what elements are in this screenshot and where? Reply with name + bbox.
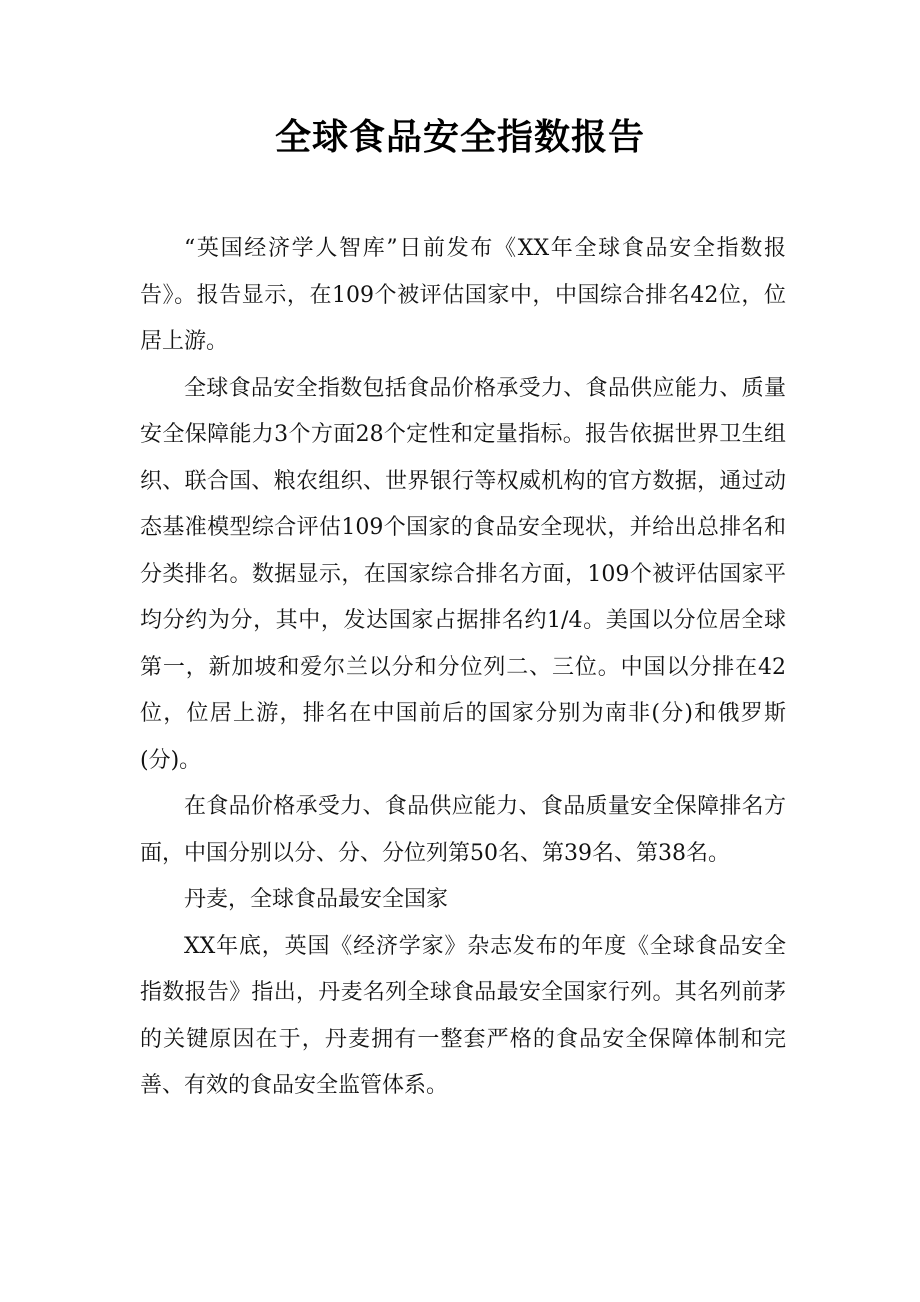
paragraph-index-details: 全球食品安全指数包括食品价格承受力、食品供应能力、质量安全保障能力3个方面28个定性和定量指标。报告依据世界卫生组织、联合国、粮农组织、世界银行等权威机构的官方数据，通过动态基准模型综合评估109个国家的食品安全现状，并给出总排名和分类排名。数据显示，在国家综合排名方面，109个被评估国家平均分约为分，其中，发达国家占据排名约1/4。美国以分位居全球第一，新加坡和爱尔兰以分和分位列二、三位。中国以分排在42位，位居上游，排名在中国前后的国家分别为南非(分)和俄罗斯(分)。 [140,375,786,773]
paragraph-china-rankings: 在食品价格承受力、食品供应能力、食品质量安全保障排名方面，中国分别以分、分、分位列第50名、第39名、第38名。 [140,794,786,866]
document-title: 全球食品安全指数报告 [274,117,645,158]
paragraph-intro: “英国经济学人智库”日前发布《XX年全球食品安全指数报告》。报告显示，在109个被评估国家中，中国综合排名42位，位居上游。 [140,236,786,354]
paragraph-denmark: XX年底，英国《经济学家》杂志发布的年度《全球食品安全指数报告》指出，丹麦名列全球食品最安全国家行列。其名列前茅的关键原因在于，丹麦拥有一整套严格的食品安全保障体制和完善、有效的食品安全监管体系。 [140,933,786,1098]
document-body [140,226,786,1110]
section-heading-denmark: 丹麦，全球食品最安全国家 [184,887,449,912]
